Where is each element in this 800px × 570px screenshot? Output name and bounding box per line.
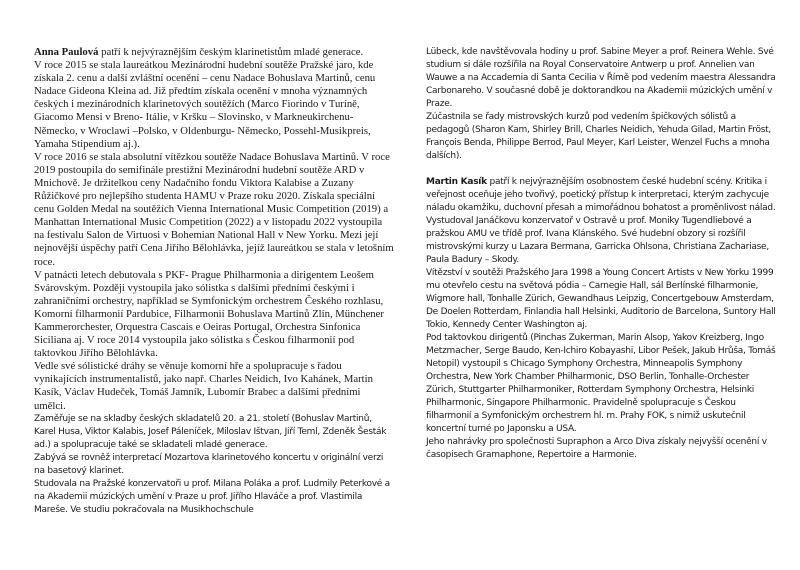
paulova-competitions-paragraph: V roce 2015 se stala laureátkou Mezinárodní hudební soutěže Pražské jaro, kde získala 2. cenu a další zvláštní ocenění – cenu Nadace Bohuslava Martinů, cenu Nadace Gideona Kleina ad. Již předtím získala ocenění v mnoha významných českých i mezinárodních klarinetových soutěžích (Marco Fiorindo v Turíně, Giacomo Mensi v Breno- Itálie, v Kršku – Slovinsko, v Markneukirchenu- Německo, v Wroclawi –Polsko, v Oldenburgu- Německo, Possehl-Musikpreis, Yamaha Stipendium aj.). [34, 59, 376, 150]
paulova-awards-paragraph: V roce 2016 se stala absolutní vítězkou soutěže Nadace Bohuslava Martinů. V roce 2019 postoupila do semifinále prestižní Mezinárodní hudební soutěže ARD v Mnichově. Je držitelkou ceny Nadačního fondu Viktora Kalabise a Zuzany Růžičkové pro nejlepšího studenta HAMU v Praze roku 2020. Získala speciální cenu Golden Medal na soutěžích Vienna International Music Competition (2019) a Manhattan International Music Competition (2022) a v listopadu 2022 vystoupila na festivalu Salon de Virtuosi v Bohemian National Hall v New Yorku. Mezi její nejnovější úspěchy patří Cena Jiřího Bělohlávka, jejíž laureátkou se stala v letošním roce. [34, 150, 394, 268]
paulova-repertoire-paragraph: Zaměřuje se na skladby českých skladatelů 20. a 21. století (Bohuslav Martinů, Karel Husa, Viktor Kalabis, Josef Páleníček, Miloslav Ištvan, Jiří Teml, Zdeněk Šesták ad.) a spolupracuje také se skladateli mladé generace. [34, 413, 387, 450]
left-column [34, 46, 394, 517]
paulova-mozart-paragraph: Zabývá se rovněž interpretací Mozartova klarinetového koncertu v originální verzi na basetový klarinet. [34, 452, 384, 476]
kasik-education-paragraph: Vystudoval Janáčkovu konzervatoř v Ostravě u prof. Moniky Tugendliebové a pražskou AMU ve třídě prof. Ivana Klánského. Své hudební obzory si rozšířil mistrovskými kurzy u Lazara Bermana, Garricka Ohlsona, Christiana Zachariase, Paula Badury – Skody. [426, 216, 769, 265]
kasik-intro-text: patří k nejvýraznějším osobnostem české hudební scény. Kritika i veřejnost oceňuje jeho tvořivý, poetický přístup k interpretaci, kterým zachycuje náladu okamžiku, duchovní přesah a mimořádnou bohatost a proměnlivost nálad. [426, 177, 776, 213]
paulova-name: Anna Paulová [34, 46, 99, 58]
kasik-intro-paragraph [426, 176, 776, 215]
paulova-orchestras-paragraph: V patnácti letech debutovala s PKF- Prague Philharmonia a dirigentem Leošem Svárovským. Později vystoupila jako sólistka s dalšími předními českými i zahraničními orchestry, například se Symfonickým orchestrem Českého rozhlasu, Komorní filharmonií Pardubice, Filharmonií Bohuslava Martinů Zlín, Münchener Kammerorchester, Orquestra Cascais e Oeiras Portugal, Orchestra Sinfonica Siciliana aj. V roce 2014 vystoupila jako sólistka s Českou filharmonií pod taktovkou Jiřího Bělohlávka. [34, 268, 384, 360]
section-gap [426, 163, 776, 176]
paulova-chamber-paragraph: Vedle své sólistické dráhy se věnuje komorní hře a spolupracuje s řadou vynikajících instrumentalistů, jako např. Charles Neidich, Ivo Kahánek, Martin Kasík, Václav Hudeček, Tomáš Jamník, Lubomír Brabec a dalšími předními umělci. [34, 360, 373, 412]
paulova-masterclasses-paragraph: Zúčastnila se řady mistrovských kurzů pod vedením špičkových sólistů a pedagogů (Sharon Kam, Shirley Brill, Charles Neidich, Yehuda Gilad, Martin Fröst, François Benda, Philippe Berrod, Paul Meyer, Karl Leister, Wenzel Fuchs a mnoha dalších). [426, 112, 772, 161]
paulova-studies-continued-paragraph: Lübeck, kde navštěvovala hodiny u prof. Sabine Meyer a prof. Reinera Wehle. Své studium si dále rozšířila na Royal Conservatoire Antwerp u prof. Annelien van Wauwe a na Accademia di Santa Cecilia v Římě pod vedením maestra Alessandra Carbonareho. V současné době je doktorandkou na Akademii múzických umění v Praze. [426, 47, 776, 109]
paulova-intro-text: patří k nejvýraznějším českým klarinetistům mladé generace. [98, 46, 364, 58]
right-column [426, 46, 776, 462]
kasik-name: Martin Kasík [426, 177, 487, 187]
paulova-intro-paragraph [34, 46, 394, 59]
kasik-venues-paragraph: Vítězství v soutěži Pražského Jara 1998 a Young Concert Artists v New Yorku 1999 mu otevřelo cestu na světová pódia – Carnegie Hall, sál Berlínské filharmonie, Wigmore hall, Tonhalle Zürich, Gewandhaus Leipzig, Concertgebouw Amsterdam, De Doelen Rotterdam, Finlandia hall Helsinki, Auditorio de Barcelona, Suntory Hall Tokio, Kennedy Center Washington aj. [426, 268, 776, 330]
kasik-conductors-paragraph: Pod taktovkou dirigentů (Pinchas Zukerman, Marin Alsop, Yakov Kreizberg, Ingo Metzmacher, Serge Baudo, Ken-Ichiro Kobayashi, Libor Pešek, Jakub Hrůša, Tomáš Netopil) vystoupil s Chicago Symphony Orchestra, Minneapolis Symphony Orchestra, New York Chamber Philharmonic, DSO Berlin, Tonhalle-Orchester Zürich, Stuttgarter Philharmoniker, Rotterdam Symphony Orchestra, Helsinki Philharmonic, Singapore Philharmonic. Pravidelně spolupracuje s Českou filharmonií a Symfonickým orchestrem hl. m. Prahy FOK, s nimiž uskutečnil koncertní turné po Japonsku a USA. [426, 333, 776, 434]
kasik-recordings-paragraph: Jeho nahrávky pro společnosti Supraphon a Arco Diva získaly nejvyšší ocenění v časopisech Gramaphone, Repertoire a Harmonie. [426, 437, 767, 460]
paulova-studies-paragraph: Studovala na Pražské konzervatoři u prof. Milana Poláka a prof. Ludmily Peterkové a na Akademii múzických umění v Praze u prof. Jiřího Hlaváče a prof. Vlastimila Mareše. Ve studiu pokračovala na Musikhochschule [34, 478, 390, 515]
